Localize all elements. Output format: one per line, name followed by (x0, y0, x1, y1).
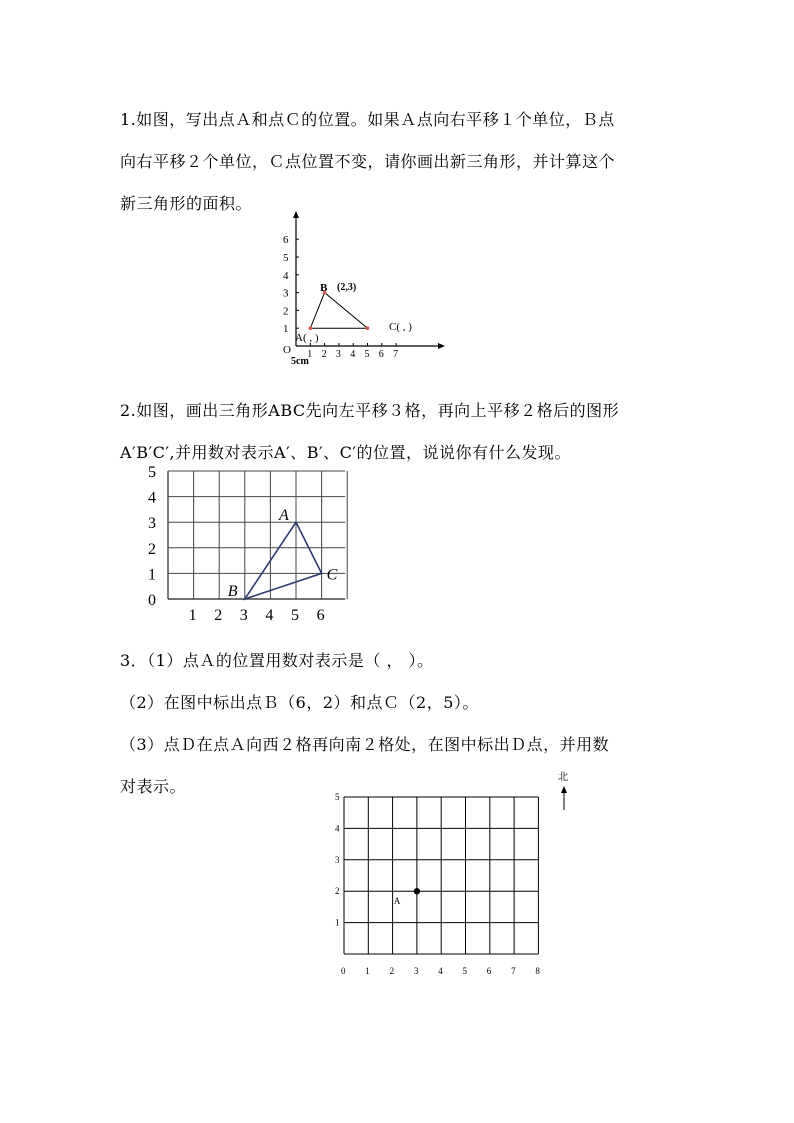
q2-y-tick-label: 2 (148, 540, 156, 558)
q3-line-3: （3）点Ｄ在点Ａ向西２格再向南２格处，在图中标出Ｄ点，并用数 (120, 735, 610, 754)
q3-line-4: 对表示。 (120, 777, 187, 796)
q1-x-tick-label: 4 (350, 349, 356, 360)
q2-label-c: C (326, 566, 338, 584)
q3-x-tick-label: 4 (438, 966, 443, 976)
q2-line-1: 2.如图，画出三角形ABC先向左平移３格，再向上平移２格后的图形 (120, 401, 620, 420)
q2-y-tick-label: 0 (148, 592, 156, 609)
q3-x-tick-label: 1 (365, 966, 370, 976)
q3-north-arrow-icon (561, 786, 567, 793)
q3-point-a (414, 888, 420, 894)
q1-x-tick-label: 1 (307, 349, 313, 360)
q3-y-tick-label: 3 (335, 854, 340, 865)
q3-x-tick-label: 5 (462, 966, 467, 976)
q2-y-tick-label: 5 (148, 464, 156, 481)
q2-x-tick-label: 2 (214, 607, 223, 624)
q2-y-tick-label: 3 (148, 515, 156, 533)
q1-line-2: 向右平移２个单位，Ｃ点位置不变，请你画出新三角形，并计算这个 (120, 152, 616, 171)
q3-y-tick-label: 4 (335, 823, 340, 834)
q2-x-tick-label: 4 (265, 607, 274, 624)
q3-x-tick-label: 8 (535, 966, 540, 976)
q3-y-tick-label: 1 (335, 917, 340, 928)
q3-north-label: 北 (558, 772, 568, 783)
q1-label-c: C( , ) (389, 321, 412, 333)
q3-line-1: 3．（1）点Ａ的位置用数对表示是（ ， ）。 (120, 651, 434, 670)
q3-x-tick-label: 0 (341, 966, 346, 976)
q3-y-tick-label: 2 (335, 886, 340, 897)
q2-y-tick-label: 1 (148, 566, 156, 584)
q2-x-tick-label: 6 (316, 607, 325, 624)
q3-y-tick-label: 5 (335, 792, 340, 802)
q2-x-tick-label: 1 (188, 607, 197, 624)
q3-x-tick-label: 6 (486, 966, 492, 976)
q1-x-tick-label: 7 (393, 349, 399, 360)
q1-y-tick-label: 4 (283, 269, 289, 282)
q3-line-2: （2）在图中标出点Ｂ（6，2）和点Ｃ（2，5）。 (120, 693, 479, 712)
q3-x-tick-label: 2 (389, 966, 395, 976)
q1-label-b: B (320, 282, 328, 294)
q2-x-tick-label: 5 (291, 607, 299, 624)
q1-x-tick-label: 6 (378, 349, 384, 360)
q3-x-tick-label: 7 (511, 966, 516, 976)
q1-y-tick-label: 2 (283, 305, 289, 318)
q2-y-tick-label: 4 (148, 489, 156, 507)
q1-y-tick-label: 5 (283, 252, 289, 264)
q1-x-tick-label: 2 (321, 349, 327, 360)
q3-label-a: A (393, 896, 401, 907)
q1-y-tick-label: 1 (283, 323, 289, 336)
q1-label-b-coord: (2,3) (337, 282, 357, 293)
q2-line-2: A′B′C′,并用数对表示A′、B′、C′的位置，说说你有什么发现。 (120, 443, 571, 462)
q1-line-1: 1.如图，写出点Ａ和点Ｃ的位置。如果Ａ点向右平移１个单位，Ｂ点 (120, 110, 615, 129)
q1-y-tick-label: 6 (283, 234, 289, 247)
q2-label-a: A (279, 507, 289, 525)
q2-x-tick-label: 3 (239, 607, 248, 624)
q1-x-tick-label: 5 (364, 349, 370, 360)
q1-line-3: 新三角形的面积。 (120, 194, 253, 213)
q1-scale-label: 5cm (291, 356, 309, 367)
q2-label-b: B (227, 583, 238, 600)
q1-origin-label: O (283, 344, 291, 356)
q3-x-tick-label: 3 (413, 966, 419, 976)
q1-label-a: A( , ) (295, 332, 319, 344)
q1-y-tick-label: 3 (283, 287, 289, 300)
q1-x-tick-label: 3 (335, 349, 341, 360)
